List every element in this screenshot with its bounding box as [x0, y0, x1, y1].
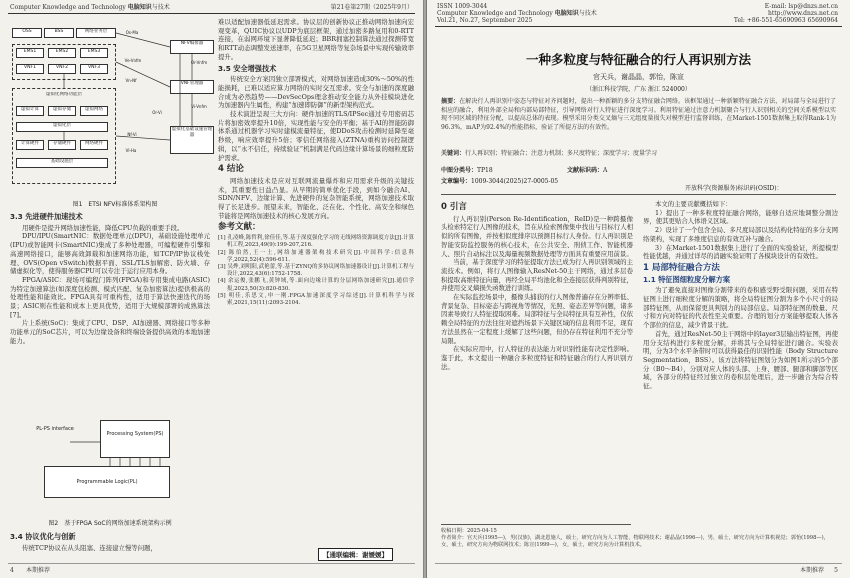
clc-block: 中图分类号：TP18: [441, 167, 493, 174]
osid-label: 开放科学(资源服务)标识码(OSID)：: [685, 185, 783, 192]
left-header-issue: 第21卷第27期（2025年9月）: [330, 4, 413, 11]
paragraph: DPU/IPU(SmartNIC：数据处理单元(DPU)，基础设施处理单元(IPU)或智能网卡(SmartNIC)集成了多种处理器，可编程硬件引擎和高速网络接口，能够高效卸载和加速网络功能，如TCP/IP协议栈处理、OVS(Open vSwitch)数据平面、SSL/TLS加解密、防火墙、存储虚拟化等，使得服务器CPU可以专注于运行应用本身。: [10, 232, 210, 276]
right-page: [427, 0, 850, 578]
paragraph: 传统TCP协议在从头阻塞、连接建立慢等问题，: [22, 543, 157, 552]
reference-item: [3] 吴烨,刘明阳,武艳蕾,等.基于ZYNQ的多协议网络加速器设计[J].计算机工程与设计,2022,43(6):1752-1758.: [218, 263, 414, 278]
paragraph: 为了避免直接对图像分割带来的卷积感受野受限问题，采用在特征图上进行细粒度分解的策略，将全局特征图分割为多个小尺寸的局部特征图，从而保留更具判别力的局部信息。局部特征图的数量、尺寸和方向对特征的代表性至关重要。合理的划分方案能够提取人体各个部位的信息，减少背景干扰。: [643, 286, 838, 330]
ems2-box: EMS2: [48, 48, 76, 58]
abstract-rule: [441, 194, 836, 195]
article-no-block: 文章编号：1009-3044(2025)27-0005-05: [441, 178, 559, 185]
figure2-caption: 图2 基于FPGA SoC的网络加速系统架构示例: [48, 520, 172, 527]
programmable-logic-box: Programmable Logic(PL): [44, 466, 170, 498]
vcompute-box: 虚拟计算: [16, 106, 44, 116]
figure2-connectors: [30, 416, 180, 504]
author-bio: 作者简介：官天兵(1995—)，男(汉族)，湖北恩施人，硕士，研究方向为人工智能、物联网技术；谢晶晶(1996—)，男，硕士，研究方向为计算机视觉；郭怡(1998—)，女，硕士，研究方向为物联网技术；陈宣(1999—)，女，硕士，研究方向为计算机技术。: [441, 535, 829, 548]
nfvivi-label: Nf-Vi: [127, 132, 137, 137]
paragraph: 行人再识别(Person Re-Identification，ReID)是一种跨摄像头检索特定行人图像的技术，旨在从检索图像集中找出与目标行人相似的所有图像，并按相似度排序以预测目标行人身份。行人再识别是智能安防监控服务的核心技术，在公共安全、刑侦工作、智能机器人、照片自动标注以及海量视频数据处理等方面具有重要应用前景。: [441, 214, 633, 258]
vstorage-box: 虚拟存储: [48, 106, 76, 116]
paragraph: 难以适配加速器低延迟需求。协议层的创新协议正推动网络加速向宏观变革，QUIC协议以UDP为底层框架，通过加密多路复用和0-RTT连接，在弱网环境下显著降低延迟；BBR拥塞控制算法通过探测带宽和RTT动态调整发送速率，在5G卫星网络等复杂场景中实现传输效率提升。: [218, 18, 414, 61]
section-1-1-heading: 1.1 特征图细粒度分解方案: [643, 274, 731, 284]
bss-box: BSS: [44, 28, 74, 38]
right-col-1: [441, 200, 633, 371]
vnfm-box: VNF管理器: [170, 80, 214, 94]
left-header-rule: [8, 13, 415, 14]
abstract-block: [441, 98, 836, 132]
paragraph: 2）设计了一个包含全局、多尺度局部以及结构化特征的多分支网络架构，实现了多维度信息的有效互补与融合。: [643, 226, 839, 243]
osma-label: Os-Ma: [125, 30, 139, 35]
hw-storage-box: 存储硬件: [48, 140, 76, 150]
right-header-rule: [435, 26, 842, 27]
paragraph: 本文的主要贡献概括如下：: [655, 200, 732, 208]
reference-item: [1] 孔凌峰,陈哲利,徐佳佳,等.基于深度强化学习的无线网络资源调度方法[J].计算机工程,2023,49(9):199-207,216.: [218, 235, 414, 249]
paragraph: 1）提出了一种多粒度特征融合网络，能够自适应地调整分割边界，使其更贴合人体语义区域。: [643, 208, 838, 226]
ems1-box: EMS1: [16, 48, 44, 58]
hw-network-box: 网络硬件: [80, 140, 108, 150]
left-footer-rule: [8, 563, 415, 564]
vnnf-label: Vn-Nf: [125, 78, 137, 83]
pl-ps-interface-label: PL-PS interface: [36, 426, 74, 432]
paragraph: 网络加速技术是应对互联网流量爆炸和应用需求升级的关键技术，其重要性日益凸显。从早期的简单优化手段，到如今融合AI、SDN/NFV、边缘计算、先进硬件的复杂智能系统，网络加速技术取得了长足进步。展望未来，智能化、泛在化、个性化、高安全和绿色节能将是网络加速技术的核心发展方向。: [218, 176, 414, 220]
footnote-block: [441, 528, 836, 549]
left-col-1-bottom: [10, 530, 210, 552]
reference-item: [2] 陈伯然,王一土,网络加速器架构技术研究[J].中国科学:信息科学,2022,52(4):596-611.: [218, 249, 414, 263]
footnote-rule: [441, 524, 631, 525]
abstract-text: 在解决行人再识别中姿态与特征对齐问题时，提出一种新颖的多分支特征融合网络。该框架通过一种新颖特征融合方法，对局部与全局进行了相应的融合，利用外部全局和内部局部特征，引导网络对行人特征进行深度学习。利用特征通过注意力机制聚合与行人识别相关的空间关系模型以实现不同区域的特征分配，以提高总体的表现。模型采用分类交叉熵与三元组度量损失对模型进行监督训练，在Market-1501数据集上取得Rank-1为96.3%，mAP为92.4%的性能指标，验证了所提方法的有效性。: [441, 98, 836, 131]
vnf2-box: VNF2: [48, 64, 76, 74]
vnetwork-box: 虚拟网络: [80, 106, 108, 116]
right-header-url: http://www.dnzs.net.cn: [767, 10, 838, 17]
figure-nfv-architecture: [10, 18, 220, 194]
left-page-number: 4: [10, 567, 14, 574]
left-col-2: [218, 18, 414, 307]
oss-box: OSS: [12, 28, 42, 38]
keywords-block: [441, 150, 836, 159]
paragraph: 在实际监控场景中，摄像头捕获的行人图像普遍存在分辨率低、背景复杂、目标姿态与跨视角等情况，光照、姿态差异等问题，诸多因素导致行人特征提取困难。局部特征与全局特征具有互补性，仅依赖全局特征的方法往往对遮挡场景下关键区域的信息利用不足，现有方法虽然在一定程度上缓解了这些问题，但仍存在特征利用不充分等局限。: [441, 293, 633, 345]
right-col-2: [643, 200, 838, 391]
right-header-journal: Computer Knowledge and Technology 电脑知识与技术: [437, 10, 597, 17]
hw-box: 基础设施层: [16, 158, 108, 168]
reference-item: [4] 余运俊,张鹏飞,黄钟域,等.面向边缘计算的分层网络加速研究[J].通信学报,2023,50(3):820-830.: [218, 278, 414, 292]
keywords-label: 关键词：: [441, 150, 466, 157]
ems3-box: EMS3: [80, 48, 108, 58]
references-heading: 参考文献：: [218, 222, 261, 233]
paragraph: 传统安全方案因独立部署模式，对网络加速造成30%～50%的性能损耗，已难以适应算力网络的实时交互需求。安全与加速的深度融合成为必然趋势——DevSecOps理念推动安全能力从外挂模块进化为加速器内生属性，构建“加速即防御”的新型架构范式。: [218, 75, 414, 110]
article-authors: 官天兵，谢晶晶，郭怡，陈宣: [593, 73, 684, 81]
left-header-journal: Computer Knowledge and Technology 电脑知识与技术: [10, 4, 170, 11]
article-affiliation: （浙江科技学院，广东 浙江 524000）: [586, 86, 691, 93]
paragraph: 在实际应用中，行人特征的表达能力对识别性能有决定性影响。鉴于此，本文提出一种融合多粒度特征和特征融合的行人再识别方法。: [441, 345, 633, 371]
figure-fpga-soc: [30, 416, 180, 504]
right-header-tel: Tel: +86-551-65690963 65690964: [733, 17, 838, 24]
abstract-label: 摘要：: [441, 98, 460, 105]
right-footer-rule: [435, 563, 842, 564]
left-page: [0, 0, 423, 578]
paragraph: 3）在Market-1501数据集上进行了全面的实验验证，所提模型性能优越，并通过详尽的消融实验证明了各模块设计的有效性。: [643, 243, 838, 261]
section-3-5-heading: 3.5 安全增强技术: [218, 63, 277, 73]
section-1-heading: 1 局部特征融合方法: [643, 262, 720, 273]
right-header-email: E-mail: lsp@dnzs.net.cn: [764, 3, 838, 10]
nfvi-label: 虚拟化网络功能层: [46, 92, 82, 97]
paragraph: 首先，通过ResNet-50主干网络中的layer3层输出特征图，再使用分支结构进行多粒度分解，并将其与全局特征进行融合。实验表明，分为3个水平条带时可以获得最佳的识别性能（Body Structure Segmentation，BSS）。该方法将特征图划分为如图1所示的5个部分（B0～B4），分别对应人体的头部、上身、腰部、腿部和脚部等区域，各部分的特征经过独立的卷积层处理后，进一步融合为综合特征。: [643, 329, 838, 391]
vnf3-box: VNF3: [80, 64, 108, 74]
references-list: [218, 235, 414, 307]
vlha-label: Vl-Ha: [125, 148, 137, 153]
vlayer-box: 虚拟化层: [16, 122, 108, 132]
left-col-1: [10, 210, 210, 346]
paragraph: 片上系统(SoC)：集成了CPU、DSP、AI加速器、网络接口等多种功能单元的SoC芯片，可以为边缘设备和终端设备提供高效的本地加速能力。: [10, 319, 210, 345]
paragraph: 技术演进呈现三大方向：硬件加速的TLS/IPSec通过专用密码芯片将加密效率提升10倍，实现性能与安全的平衡；基于AI的智能防御体系通过机器学习实时建模流量特征，使DDoS攻击检测时延降至毫秒级，响应效率提升5倍；零信任网络接入(ZTNA)重构访问控制逻辑，以“永不信任，持续验证”机制满足代码边缘计算场景的细粒度防护需求。: [218, 110, 414, 162]
figure1-caption: 图1 ETSI NFV标准体系架构图: [72, 201, 158, 208]
section-4-heading: 4 结论: [218, 164, 244, 175]
received-date: 收稿日期：2025-04-15: [441, 528, 497, 534]
reference-item: [5] 明佳,乐思文,申一刚.FPGA加速深度学习综述[J].计算机科学与探索,2021,15(11):2093-2104.: [218, 292, 414, 306]
keywords-text: 行人再识别；特征融合；注意力机制；多尺度特征；深度学习；度量学习: [465, 150, 658, 157]
right-header-issn: ISSN 1009-3044: [437, 3, 488, 10]
article-title: 一种多粒度与特征融合的行人再识别方法: [525, 52, 751, 67]
paragraph: 用硬件是提升网络加速性能，降低CPU负载的重要手段。: [22, 223, 184, 232]
section-3-3-heading: 3.3 先进硬件加速技术: [10, 212, 83, 221]
paragraph: 当前，基于深度学习的特征提取方法已成为行人再识别领域的主流技术。例如，将行人图像输入ResNet-50主干网络，通过多层卷积提取高维特征向量，再经全局平均池化和全连接层获得判别特征，并使用交叉熵损失函数进行训练。: [441, 258, 633, 293]
left-footer-label: 本期推荐: [26, 567, 51, 574]
figure1-connectors: [10, 18, 220, 194]
paragraph: FPGA/ASIC：现场可编程门阵列(FPGA)和专用集成电路(ASIC)为特定加速算法(如深度包检测、模式匹配、复杂加密算法)提供极高的处理性能和能效比。FPGA具有可重构性，适用于算法快速迭代的场景；ASIC则在性能和成本上更具优势，适用于大规模部署的成熟算法[7]。: [10, 275, 210, 319]
right-page-number: 5: [834, 567, 838, 574]
processing-system-box: Processing System(PS): [100, 420, 170, 458]
vim-box: 虚拟化基础设施管理器: [170, 126, 214, 154]
nfvo-box: NFV编排器: [170, 40, 214, 54]
editor-stamp: 【通联编辑：谢媛媛】: [318, 548, 393, 561]
vnf1-box: VNF1: [16, 64, 44, 74]
orvnfm-label: Or-Vnfm: [190, 60, 208, 65]
vivnfm-label: Vi-Vnfm: [191, 104, 207, 109]
right-header-vol: Vol.21, No.27, September 2025: [437, 17, 533, 24]
doc-code-block: 文献标识码：A: [567, 167, 608, 174]
vevnfm-label: Ve-Vnfm: [124, 58, 142, 63]
right-footer-label: 本期推荐: [799, 567, 824, 574]
orvi-label: Or-Vi: [152, 110, 162, 115]
mgmt-box: 网络业务层: [76, 28, 116, 38]
hw-compute-box: 计算硬件: [16, 140, 44, 150]
section-0-heading: 0 引言: [441, 202, 467, 212]
section-3-4-heading: 3.4 协议优化与创新: [10, 532, 76, 541]
